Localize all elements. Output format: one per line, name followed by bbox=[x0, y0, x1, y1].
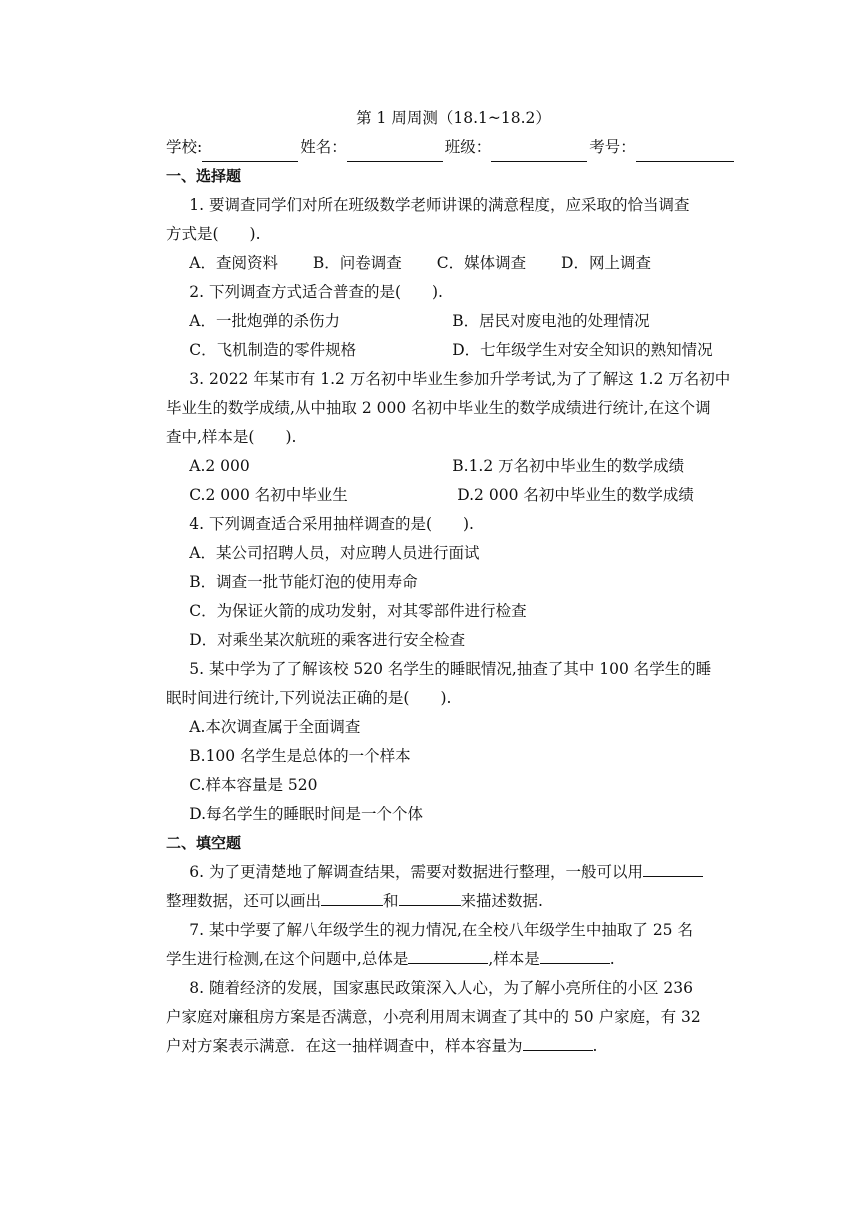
question-1 bbox=[166, 191, 741, 278]
name-label: 姓名： bbox=[300, 138, 347, 156]
option-a[interactable]: A.本次调查属于全面调查 bbox=[189, 718, 361, 736]
question-text: 户家庭对廉租房方案是否满意，小亮利用周末调查了其中的 50 户家庭，有 32 bbox=[166, 1008, 701, 1026]
question-8 bbox=[166, 974, 741, 1061]
option-a[interactable]: A．某公司招聘人员，对应聘人员进行面试 bbox=[189, 544, 480, 562]
question-text: 6. 为了更清楚地了解调查结果，需要对数据进行整理，一般可以用 bbox=[189, 863, 643, 881]
exam-no-blank[interactable] bbox=[636, 141, 734, 162]
exam-no-label: 考号： bbox=[589, 138, 636, 156]
question-text: 户对方案表示满意．在这一抽样调查中，样本容量为 bbox=[166, 1037, 523, 1055]
question-text: 整理数据，还可以画出 bbox=[166, 892, 322, 910]
name-blank[interactable] bbox=[347, 141, 443, 162]
question-text: 查中,样本是( ). bbox=[166, 428, 297, 446]
student-info-row bbox=[166, 133, 741, 162]
question-text: 7. 某中学要了解八年级学生的视力情况,在全校八年级学生中抽取了 25 名 bbox=[189, 921, 693, 939]
answer-blank[interactable] bbox=[408, 945, 488, 964]
option-b[interactable]: B.1.2 万名初中毕业生的数学成绩 bbox=[452, 457, 685, 475]
answer-blank[interactable] bbox=[321, 887, 383, 906]
answer-blank[interactable] bbox=[399, 887, 461, 906]
options-row bbox=[166, 307, 741, 336]
question-text: 来描述数据. bbox=[460, 892, 543, 910]
question-3 bbox=[166, 365, 741, 510]
option-d[interactable]: D.2 000 名初中毕业生的数学成绩 bbox=[457, 486, 694, 504]
question-text: . bbox=[592, 1037, 598, 1055]
options-row bbox=[166, 452, 741, 481]
section-heading-fill: 二、填空题 bbox=[166, 834, 242, 852]
question-text: 毕业生的数学成绩,从中抽取 2 000 名初中毕业生的数学成绩进行统计,在这个调 bbox=[166, 399, 711, 417]
question-text: ,样本是 bbox=[488, 950, 540, 968]
question-text: 和 bbox=[383, 892, 399, 910]
school-blank[interactable] bbox=[202, 141, 298, 162]
option-a[interactable]: A．一批炮弹的杀伤力 bbox=[189, 312, 340, 330]
question-line bbox=[166, 1032, 741, 1061]
option-d[interactable]: D．网上调查 bbox=[561, 254, 651, 272]
option-d[interactable]: D.每名学生的睡眠时间是一个个体 bbox=[189, 805, 424, 823]
question-text: 3. 2022 年某市有 1.2 万名初中毕业生参加升学考试,为了了解这 1.2 万名初中 bbox=[189, 370, 731, 388]
option-c[interactable]: C.样本容量是 520 bbox=[189, 776, 318, 794]
page-title: 第 1 周周测（18.1~18.2） bbox=[356, 109, 551, 127]
question-text: 学生进行检测,在这个问题中,总体是 bbox=[166, 950, 409, 968]
option-c[interactable]: C．飞机制造的零件规格 bbox=[189, 341, 357, 359]
answer-blank[interactable] bbox=[643, 858, 703, 877]
question-text: . bbox=[609, 950, 615, 968]
question-text: 2. 下列调查方式适合普查的是( ). bbox=[189, 283, 443, 301]
question-text: 1. 要调查同学们对所在班级数学老师讲课的满意程度，应采取的恰当调查 bbox=[189, 196, 690, 214]
option-c[interactable]: C.2 000 名初中毕业生 bbox=[189, 486, 348, 504]
option-a[interactable]: A．查阅资料 bbox=[189, 254, 278, 272]
option-d[interactable]: D．对乘坐某次航班的乘客进行安全检查 bbox=[189, 631, 466, 649]
option-d[interactable]: D．七年级学生对安全知识的熟知情况 bbox=[452, 341, 713, 359]
question-7 bbox=[166, 916, 741, 974]
school-label: 学校: bbox=[166, 138, 203, 156]
options-row bbox=[166, 336, 741, 365]
answer-blank[interactable] bbox=[523, 1032, 593, 1051]
question-text: 4. 下列调查适合采用抽样调查的是( ). bbox=[189, 515, 474, 533]
option-b[interactable]: B．问卷调查 bbox=[312, 254, 402, 272]
class-blank[interactable] bbox=[491, 141, 587, 162]
answer-blank[interactable] bbox=[540, 945, 610, 964]
question-text: 5. 某中学为了了解该校 520 名学生的睡眠情况,抽查了其中 100 名学生的睡 bbox=[189, 660, 712, 678]
class-label: 班级： bbox=[444, 138, 492, 156]
option-b[interactable]: B．调查一批节能灯泡的使用寿命 bbox=[189, 573, 418, 591]
options-row bbox=[166, 249, 741, 278]
question-text: 眠时间进行统计,下列说法正确的是( ). bbox=[166, 689, 452, 707]
option-b[interactable]: B.100 名学生是总体的一个样本 bbox=[189, 747, 411, 765]
question-4 bbox=[166, 510, 741, 655]
section-heading-choice: 一、选择题 bbox=[166, 167, 242, 185]
question-line bbox=[166, 887, 741, 916]
option-b[interactable]: B．居民对废电池的处理情况 bbox=[452, 312, 650, 330]
option-a[interactable]: A.2 000 bbox=[189, 457, 250, 475]
option-c[interactable]: C．为保证火箭的成功发射，对其零部件进行检查 bbox=[189, 602, 527, 620]
question-text: 8. 随着经济的发展，国家惠民政策深入人心，为了解小亮所住的小区 236 bbox=[189, 979, 693, 997]
worksheet bbox=[166, 104, 741, 1061]
question-line bbox=[166, 945, 741, 974]
question-line bbox=[166, 858, 741, 887]
option-c[interactable]: C．媒体调查 bbox=[436, 254, 527, 272]
question-2 bbox=[166, 278, 741, 365]
options-row bbox=[166, 481, 741, 510]
question-text: 方式是( ). bbox=[166, 225, 261, 243]
question-6 bbox=[166, 858, 741, 916]
question-5 bbox=[166, 655, 741, 829]
